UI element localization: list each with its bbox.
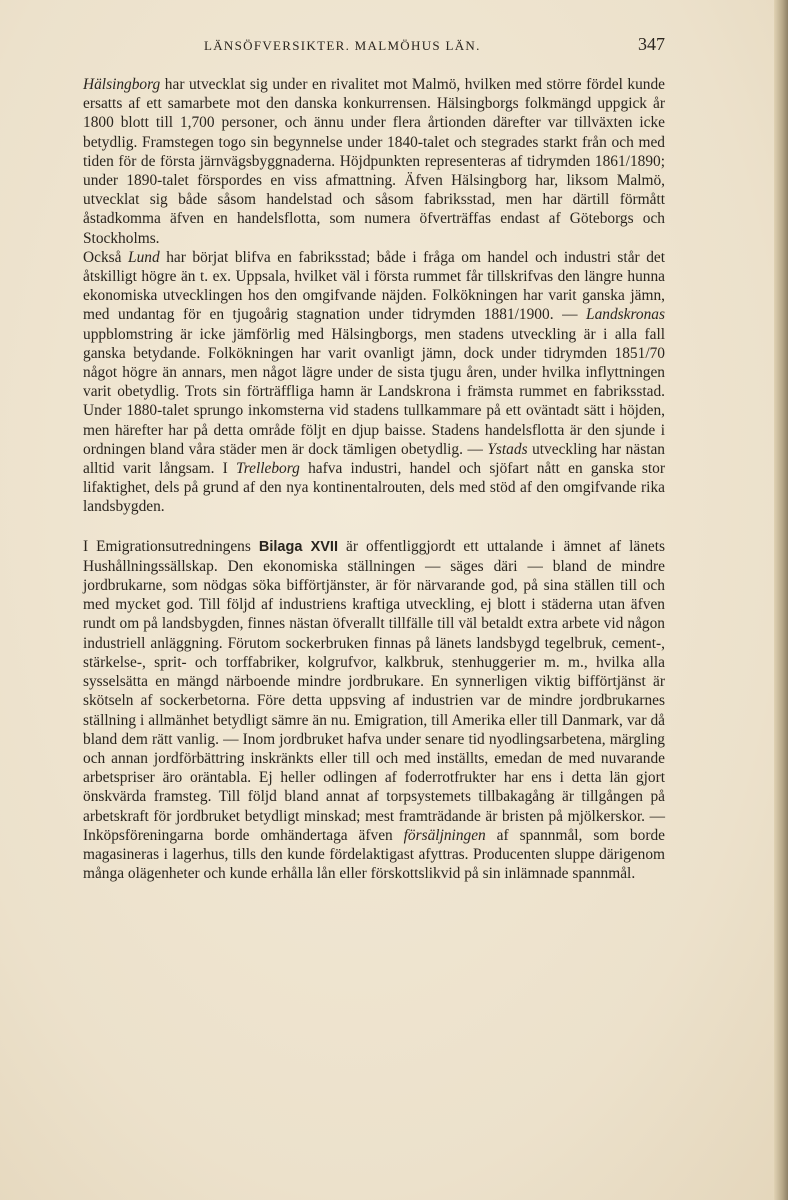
text-run: af spannmål, som borde magasineras i lagerhus, tills den kunde fördelaktigast afyttras. Producenten sluppe därigenom många olägenheter och kunde erhålla lån eller förskottslikvid på sin inlämnade spannmål. xyxy=(83,826,665,883)
italic-name: Trelleborg xyxy=(236,460,300,478)
bold-reference: Bilaga XVII xyxy=(258,538,338,555)
paragraph-emigration xyxy=(83,537,665,884)
paragraph-lund-landskrona xyxy=(83,248,665,517)
text-run: är offentliggjordt ett uttalande i ämnet af länets Hushållningssällskap. Den ekonomiska ställningen — säges däri — bland de mindre jordbrukarne, som nödgas söka bifförtjänster, är för närvarande god, på sina ställen till och med mycket god. Till följd af industriens kraftiga utveckling, ej blott i städerna utan äfven rundt om på landsbygden, finnes nästan öfverallt tillfälle till väl betaldt extra arbete vid någon industriell anläggning. Förutom sockerbruken finnas på länets landsbygd tegelbruk, cement-, stärkelse-, sprit- och torffabriker, kolgrufvor, kalkbruk, stenhuggerier m. m., hvilka alla sysselsätta en mängd närboende mindre jordbrukare. En synnerligen viktig bifförtjänst är skötseln af sockerbetorna. Före detta uppsving af industrien var de mindre jordbrukarnes ställning i allmänhet betydligt sämre än nu. Emigration, till Amerika eller till Danmark, var då bland dem rätt vanlig. — Inom jordbruket hafva under senare tid nyodlingsarbetena, märgling och annan jordförbättring inskränkts eller till och med inställts, emedan de med nuvarande arbetspriser äro oräntabla. Ej heller odlingen af foderrotfrukter har ens i detta län gjort önskvärda framsteg. Till följd bland annat af torpsystemets tillbakagång är tillgången på arbetskraft för jordbruket betydligt minskad; mest framträdande är bristen på mjölkerskor. — Inköpsföreningarna borde omhändertaga äfven xyxy=(83,537,665,844)
italic-name: Landskronas xyxy=(586,306,665,324)
text-run: uppblomstring är icke jämförlig med Hälsingborgs, men stadens utveckling är i alla fall ganska betydande. Folkökningen har varit ovanligt jämn, dock under tidrymden 1851/70 något högre än annars, men något lägre under de sista tjugu åren, under hvilka inflyttningen varit obetydlig. Trots sin förträffliga hamn är Landskrona i främsta rummet en fabriksstad. Under 1880-talet sprungo inkomsterna vid stadens tullkammare på ett oväntadt sätt i höjden, men härefter har på detta område följt en djup baisse. Stadens handelsflotta är den sjunde i ordningen bland våra städer men är dock tämligen obetydlig. — xyxy=(83,325,665,458)
italic-name: Ystads xyxy=(487,440,528,458)
text-run: har börjat blifva en fabriksstad; både i fråga om handel och industri står det åtskilligt högre än t. ex. Uppsala, hvilket väl i första rummet får tillskrifvas den längre hunna ekonomiska utvecklingen hos den omgifvande näjden. Folkökningen har varit ganska jämn, med undantag för en tjugoårig stagnation under tidrymden 1881/1900. — xyxy=(83,248,665,324)
running-head: LÄNSÖFVERSIKTER. MALMÖHUS LÄN. xyxy=(204,38,481,53)
italic-name: försäljningen xyxy=(403,826,486,844)
text-run: Också xyxy=(83,248,129,266)
text-run: utveckling har nästan alltid varit långsam. I xyxy=(83,440,665,478)
page-number: 347 xyxy=(638,34,665,54)
page-edge-shadow xyxy=(774,0,788,1200)
page-header xyxy=(80,36,665,60)
body-text xyxy=(83,75,665,883)
italic-name: Hälsingborg xyxy=(83,76,161,93)
text-run: I Emigrationsutredningens xyxy=(83,537,259,555)
text-run: har utvecklat sig under en rivalitet mot Malmö, hvilken med större fördel kunde ersatts af ett samarbete mot den danska konkurrensen. Hälsingborgs folkmängd uppgick år 1800 blott till 1,700 personer, och ännu under flera årtionden därefter var tillväxten icke betydlig. Framstegen togo sin begynnelse under 1840-talet och stegrades starkt från och med tiden för de första järnvägsbyggnaderna. Höjdpunkten representeras af tidrymden 1861/1890; under 1890-talet förspordes en viss afmattning. Äfven Hälsingborg har, liksom Malmö, utvecklat sig både såsom handelstad och såsom fabriksstad, men har därtill förmått åstadkomma äfven en handelsflotta, som numera öfverträffas endast af Göteborgs och Stockholms. xyxy=(83,76,665,247)
italic-name: Lund xyxy=(128,248,160,266)
paragraph-halsingborg xyxy=(83,75,665,248)
text-run: hafva industri, handel och sjöfart nått en ganska stor lifaktighet, dels på grund af den nya kontinentalrouten, dels med stöd af den omgifvande rika landsbygden. xyxy=(83,460,665,516)
